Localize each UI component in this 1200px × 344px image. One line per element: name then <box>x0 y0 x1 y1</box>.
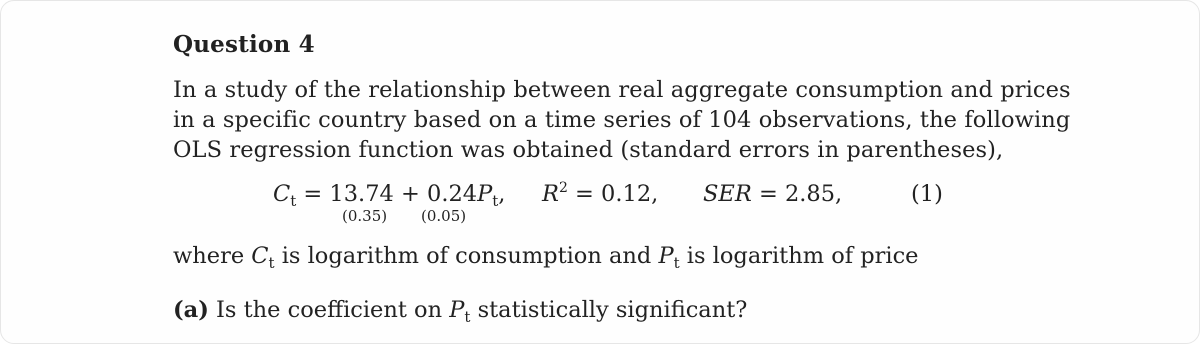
part-a-label: (a) <box>173 297 209 323</box>
intro-line: In a study of the relationship between real aggregate consumption and prices <box>173 77 1071 103</box>
definition-p-subscript: t <box>673 254 680 272</box>
equation-lhs-subscript: t <box>290 192 297 210</box>
standard-error-intercept: (0.35) <box>342 207 388 225</box>
r-squared <box>542 181 658 207</box>
equation-lhs-symbol: C <box>273 181 291 207</box>
part-a-text: statistically significant? <box>470 297 748 323</box>
ser-symbol: SER <box>703 181 752 207</box>
r-squared-symbol: R <box>542 181 559 207</box>
equation-rhs-subscript: t <box>492 192 499 210</box>
variable-definition <box>173 243 919 272</box>
r-squared-value: = 0.12, <box>575 181 659 207</box>
equation-intercept: 13.74 <box>329 181 394 207</box>
intro-line: in a specific country based on a time series of 104 observations, the following <box>173 107 1071 133</box>
part-a-text: Is the coefficient on <box>216 297 450 323</box>
part-a-question <box>173 297 748 326</box>
question-intro <box>173 75 1071 165</box>
standard-error-slope: (0.05) <box>421 207 467 225</box>
definition-text: is logarithm of price <box>679 243 919 269</box>
part-a-p-subscript: t <box>464 308 471 326</box>
definition-p-symbol: P <box>658 243 674 269</box>
equation-plus: + <box>401 181 420 207</box>
definition-c-subscript: t <box>268 254 275 272</box>
regression-equation <box>273 181 506 210</box>
equation-comma: , <box>498 181 506 207</box>
ser <box>703 181 842 207</box>
part-a-p-symbol: P <box>449 297 465 323</box>
equation-equals: = <box>303 181 323 207</box>
definition-text: where <box>173 243 252 269</box>
definition-c-symbol: C <box>251 243 269 269</box>
ser-value: = 2.85, <box>758 181 843 207</box>
intro-line: OLS regression function was obtained (standard errors in parentheses), <box>173 137 1004 163</box>
equation-number: (1) <box>911 181 943 207</box>
r-squared-superscript: 2 <box>558 180 568 196</box>
equation-rhs-symbol: P <box>477 181 493 207</box>
equation-slope: 0.24 <box>427 181 478 207</box>
definition-text: is logarithm of consumption and <box>274 243 659 269</box>
question-title: Question 4 <box>173 31 315 58</box>
